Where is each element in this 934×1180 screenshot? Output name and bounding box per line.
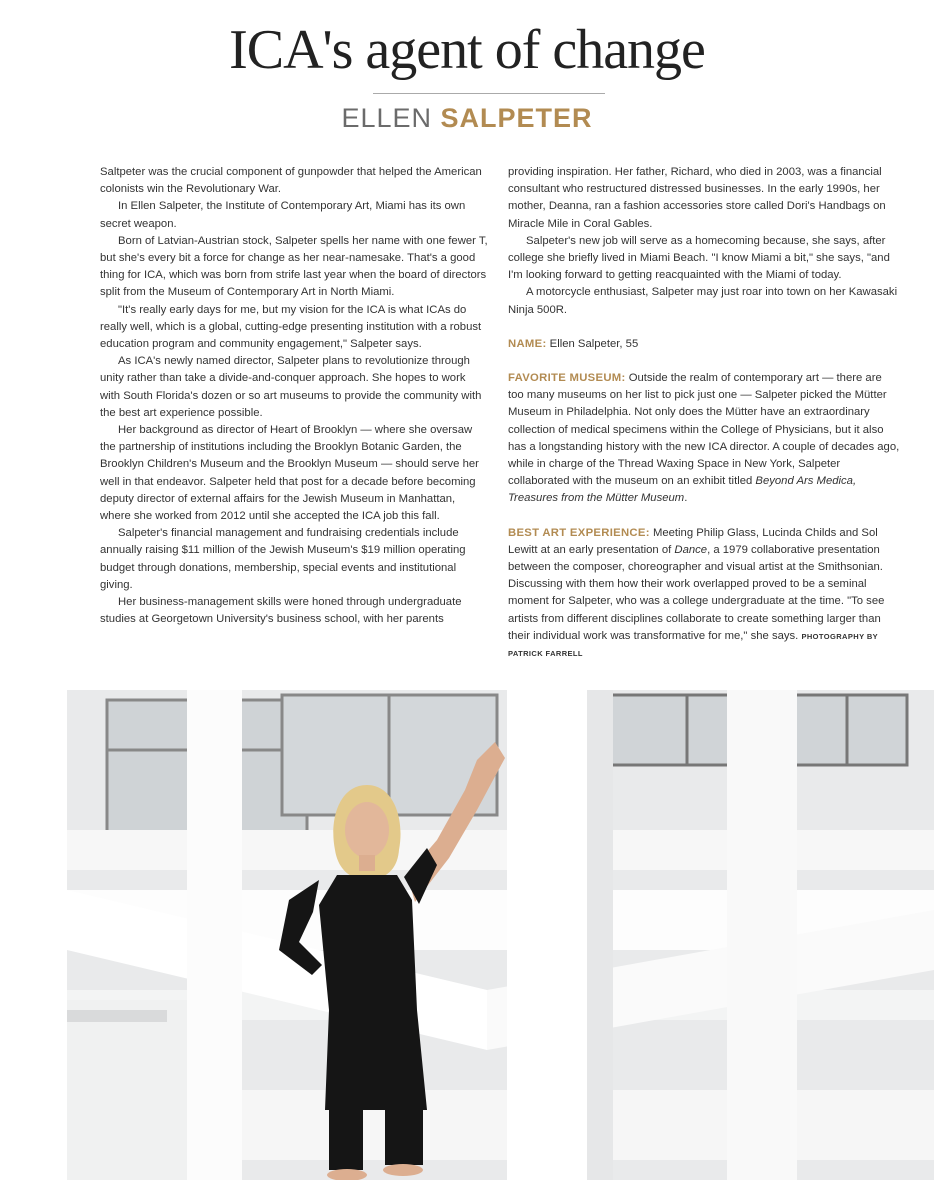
portrait-photo [67,690,934,1180]
paragraph: A motorcycle enthusiast, Salpeter may just roar into town on her Kawasaki Ninja 500R. [508,286,898,316]
fact-museum-label: FAVORITE MUSEUM: [508,372,626,385]
subhead-last-name: SALPETER [440,103,593,133]
fact-art-text-1: Meeting Philip Glass, Lucinda Childs and Sol Lewitt at an early presentation of [508,526,878,556]
fact-name-label: NAME: [508,337,547,350]
article-headline: ICA's agent of change [229,19,705,81]
fact-museum-text: Outside the realm of contemporary art — there are too many museums on her list to pick just one — Salpeter picked the Mütter Museum in Philadelphia. Not only does the Mütter have an extraordinary collection of medical specimens within the College of Physicians, but it also has a longstanding history with the new ICA director. A couple of decades ago, while in charge of the Thread Waxing Space in New York, Salpeter collaborated with the museum on an exhibit titled [508,372,900,488]
paragraph: Her business-management skills were honed through undergraduate studies at Georgetown University's business school, with her parents [100,596,462,626]
paragraph: Saltpeter was the crucial component of gunpowder that helped the American colonists win the Revolutionary War. [100,166,482,196]
fact-favorite-museum [508,370,900,508]
paragraph: Salpeter's new job will serve as a homecoming because, she says, after college she briefly lived in Miami Beach. "I know Miami a bit," she says, "and I'm looking forward to getting reacquainted with the Miami of today. [508,234,890,282]
paragraph: In Ellen Salpeter, the Institute of Contemporary Art, Miami has its own secret weapon. [100,200,466,230]
photo-credit: PHOTOGRAPHY BY PATRICK FARRELL [508,631,878,659]
paragraph: Her background as director of Heart of Brooklyn — where she oversaw the partnership of institutions including the Brooklyn Botanic Garden, the Brooklyn Children's Museum and the Brooklyn Museum — should serve her well in that endeavor. Salpeter held that post for a decade before becoming deputy director of external affairs for the Jewish Museum in Manhattan, where she worked from 2012 until she accepted the ICA job this fall. [100,424,479,523]
fact-name [508,336,900,353]
fact-museum-end: . [684,492,688,505]
fact-best-art-experience [508,525,900,663]
exhibit-title: Beyond Ars Medica, Treasures from the Mütter Museum [508,475,857,505]
article-subhead [0,103,934,134]
right-column [508,164,900,662]
fact-name-value: Ellen Salpeter, 55 [549,337,639,350]
artwork-title: Dance [674,543,708,556]
fact-art-text-2: , a 1979 collaborative presentation between the composer, choreographer and visual artist at the Smithsonian. Discussing with them how their work overlapped proved to be a seminal moment for Salpeter, who was a college undergraduate at the time. "To see artists from different disciplines collaborate to create something larger than their individual work was transformative for me," she says. [508,543,885,642]
paragraph: providing inspiration. Her father, Richard, who died in 2003, was a financial consultant who restructured distressed businesses. In the early 1990s, her mother, Deanna, ran a fashion accessories store called Dori's Handbags on Miracle Mile in Coral Gables. [508,166,886,230]
paragraph: As ICA's newly named director, Salpeter plans to revolutionize through unity rather than take a divide-and-conquer approach. She hopes to work with South Florida's dozen or so art museums to provide the community with the best art experience possible. [100,355,482,419]
fact-art-label: BEST ART EXPERIENCE: [508,526,650,539]
gallery-scene-illustration [67,690,934,1180]
paragraph: Salpeter's financial management and fundraising credentials include annually raising $11 million of the Jewish Museum's $19 million operating budget through donations, membership, special events and institutional giving. [100,527,466,591]
headline-divider [373,93,605,94]
paragraph: Born of Latvian-Austrian stock, Salpeter spells her name with one fewer T, but she's every bit a force for change as her near-namesake. That's a good thing for ICA, which was born from strife last year when the board of directors split from the Museum of Contemporary Art in North Miami. [100,234,488,299]
subhead-first-name: ELLEN [341,103,432,133]
left-column [100,164,488,628]
paragraph: "It's really early days for me, but my vision for the ICA is what ICAs do really well, which is a global, cutting-edge presenting institution with a robust education program and community engagement," Salpeter says. [100,303,482,351]
